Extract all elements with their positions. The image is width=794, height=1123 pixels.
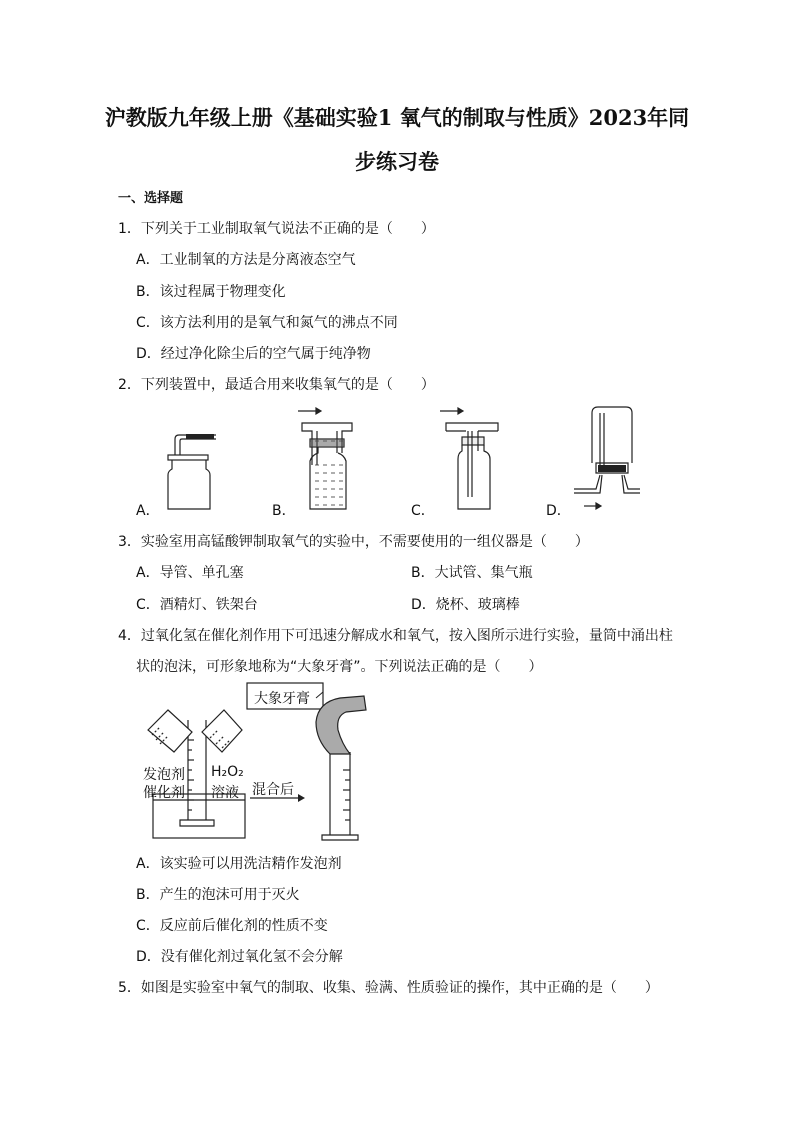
q2-label-d: D． — [546, 503, 571, 519]
section-heading: 一、选择题 — [118, 191, 184, 206]
question-4-stem-line1: 4．过氧化氢在催化剂作用下可迅速分解成水和氧气，按入图所示进行实验，量筒中涌出柱 — [118, 628, 673, 644]
question-3-option-c: C．酒精灯、铁架台 — [136, 597, 258, 613]
page-title-line2: 步练习卷 — [355, 149, 439, 174]
figure-mix-label: 混合后 — [252, 782, 294, 798]
figure-h2o2-label: H₂O₂ — [211, 764, 244, 780]
figure-box-label: 大象牙膏 — [254, 691, 310, 707]
question-3-option-d: D．烧杯、玻璃棒 — [411, 597, 520, 613]
question-3-option-b: B．大试管、集气瓶 — [411, 565, 533, 581]
question-4-option-b: B．产生的泡沫可用于灭火 — [136, 887, 300, 903]
page-title-line1: 沪教版九年级上册《基础实验1 氧气的制取与性质》2023年同 — [104, 105, 690, 130]
q2-label-a: A． — [136, 503, 160, 519]
q2-label-c: C． — [411, 503, 435, 519]
figure-catalyst-label: 催化剂 — [143, 785, 185, 801]
figure-foam-label: 发泡剂 — [143, 767, 185, 783]
question-1-stem: 1．下列关于工业制取氧气说法不正确的是（ ） — [118, 221, 435, 237]
question-3-option-a: A．导管、单孔塞 — [136, 565, 244, 581]
question-4-option-c: C．反应前后催化剂的性质不变 — [136, 918, 328, 934]
q2-label-b: B． — [272, 503, 296, 519]
question-4-stem-line2: 状的泡沫，可形象地称为“大象牙膏”。下列说法正确的是（ ） — [136, 659, 543, 675]
apparatus-b-drawing — [290, 405, 370, 515]
apparatus-c-drawing — [432, 405, 512, 515]
question-5-stem: 5．如图是实验室中氧气的制取、收集、验满、性质验证的操作，其中正确的是（ ） — [118, 980, 659, 996]
question-1-option-c: C．该方法利用的是氧气和氮气的沸点不同 — [136, 315, 398, 331]
question-2-stem: 2．下列装置中，最适合用来收集氧气的是（ ） — [118, 377, 435, 393]
question-1-option-d: D．经过净化除尘后的空气属于纯净物 — [136, 346, 371, 362]
question-1-option-b: B．该过程属于物理变化 — [136, 284, 286, 300]
question-4-option-a: A．该实验可以用洗洁精作发泡剂 — [136, 856, 342, 872]
figure-solution-label: 溶液 — [211, 785, 239, 801]
question-4-option-d: D．没有催化剂过氧化氢不会分解 — [136, 949, 343, 965]
question-3-stem: 3．实验室用高锰酸钾制取氧气的实验中，不需要使用的一组仪器是（ ） — [118, 534, 589, 550]
apparatus-a-drawing — [160, 425, 220, 515]
apparatus-d-drawing — [570, 405, 650, 515]
question-1-option-a: A．工业制氧的方法是分离液态空气 — [136, 252, 356, 268]
